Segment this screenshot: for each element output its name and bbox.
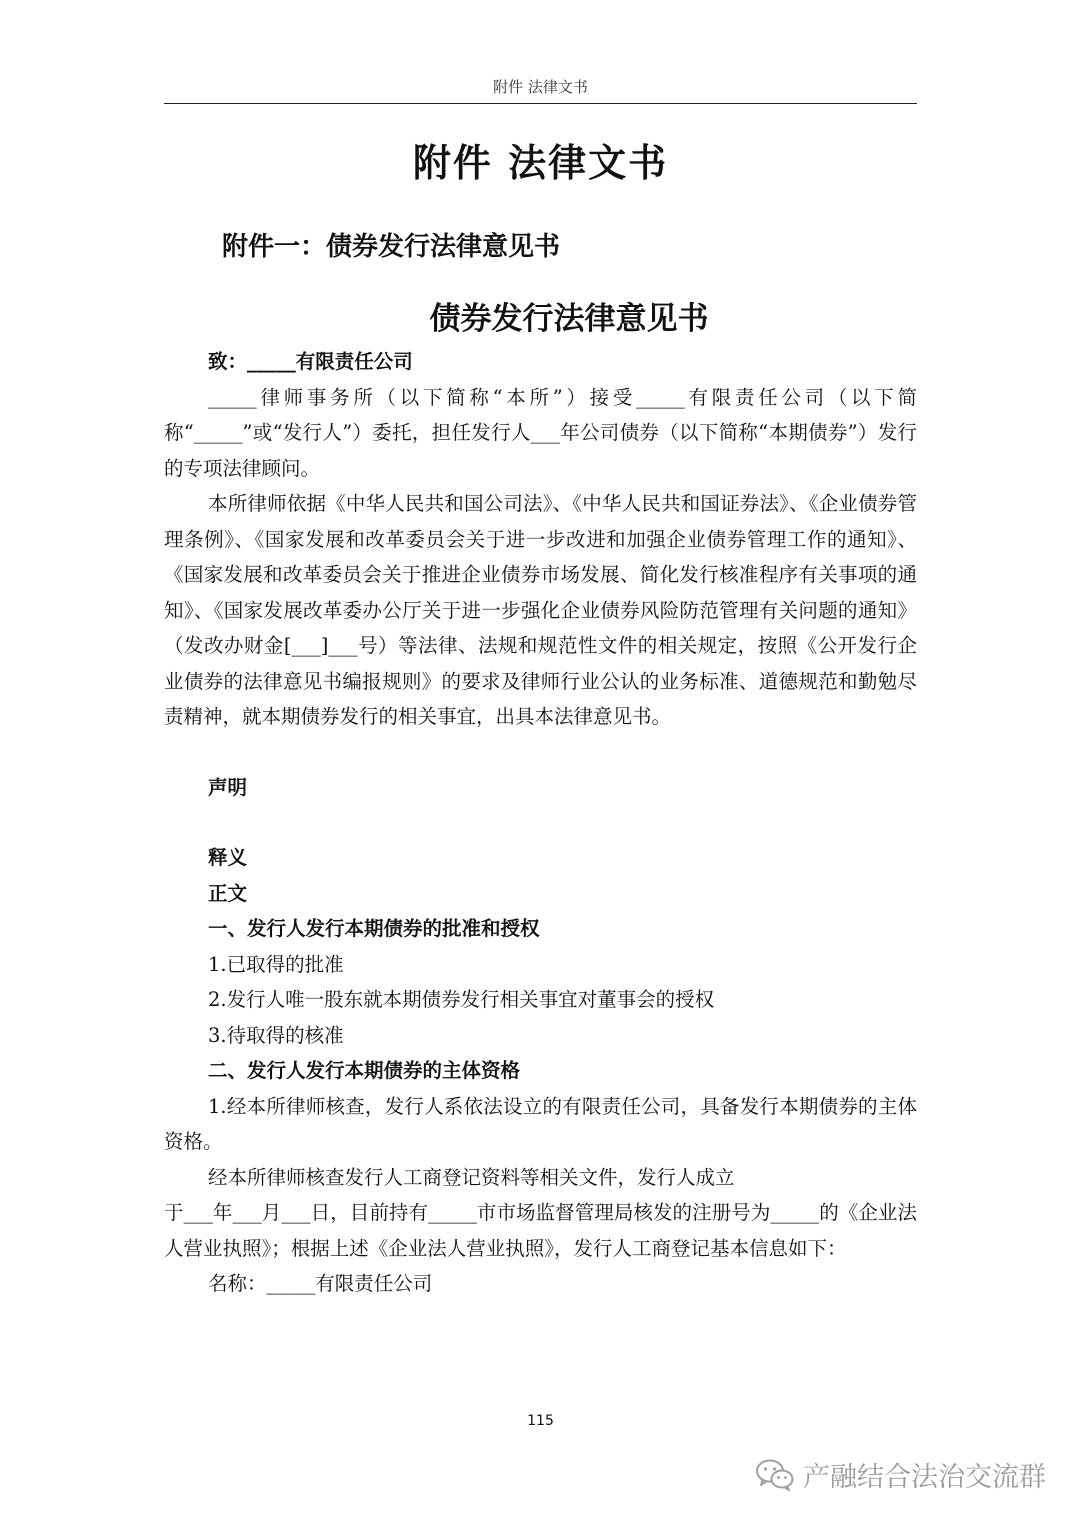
addressee: 致：_____有限责任公司 — [208, 350, 413, 373]
opinion-title: 债券发行法律意见书 — [429, 301, 709, 337]
section-definitions: 释义 — [208, 846, 248, 869]
spacer — [164, 735, 917, 770]
watermark — [755, 1455, 1046, 1494]
section-statement: 声明 — [208, 775, 248, 799]
part2-paragraph-registration-line1: 经本所律师核查发行人工商登记资料等相关文件，发行人成立 — [208, 1165, 735, 1189]
wechat-icon — [755, 1458, 795, 1492]
section-main-text: 正文 — [208, 881, 248, 905]
part2-paragraph-qualification: 1.经本所律师核查，发行人系依法设立的有限责任公司，具备发行本期债券的主体资格。 — [164, 1094, 917, 1153]
part2-paragraph-registration-rest: 于___年___月___日，目前持有_____市市场监督管理局核发的注册号为_____的《企业法人营业执照》；根据上述《企业法人营业执照》，发行人工商登记基本信息如下： — [164, 1201, 917, 1260]
spacer — [164, 805, 917, 840]
annex-title: 附件一：债券发行法律意见书 — [222, 232, 561, 262]
watermark-text: 产融结合法治交流群 — [803, 1462, 1046, 1493]
part2-heading: 二、发行人发行本期债券的主体资格 — [208, 1059, 521, 1082]
paragraph-legal-basis: 本所律师依据《中华人民共和国公司法》、《中华人民共和国证券法》、《企业债券管理条例》、《国家发展和改革委员会关于进一步改进和加强企业债券管理工作的通知》、《国家发展和改革委员会关于推进企业债券市场发展、简化发行核准程序有关事项的通知》、《国家发展改革委办公厅关于进一步强化企业债券风险防范管理有关问题的通知》（发改办财金[___]___号）等法律、法规和规范性文件的相关规定，按照《公开发行企业债券的法律意见书编报规则》的要求及律师行业公认的业务标准、道德规范和勤勉尽责精神，就本期债券发行的相关事宜，出具本法律意见书。 — [164, 492, 917, 728]
part1-item: 3.待取得的核准 — [208, 1023, 344, 1047]
part1-item: 2.发行人唯一股东就本期债券发行相关事宜对董事会的授权 — [208, 988, 715, 1011]
body-text — [164, 344, 917, 1302]
page-number: 115 — [527, 1413, 554, 1429]
paragraph-engagement: _____律师事务所（以下简称“本所”）接受_____有限责任公司（以下简称“_____”或“发行人”）委托，担任发行人___年公司债券（以下简称“本期债券”）发行的专项法律顾问。 — [164, 385, 917, 480]
part1-item: 1.已取得的批准 — [208, 952, 344, 976]
company-name-line: 名称：_____有限责任公司 — [208, 1272, 433, 1295]
document-title: 附件 法律文书 — [412, 141, 669, 185]
part1-heading: 一、发行人发行本期债券的批准和授权 — [208, 917, 540, 940]
running-header: 附件 法律文书 — [493, 78, 588, 96]
header-rule — [164, 103, 917, 104]
